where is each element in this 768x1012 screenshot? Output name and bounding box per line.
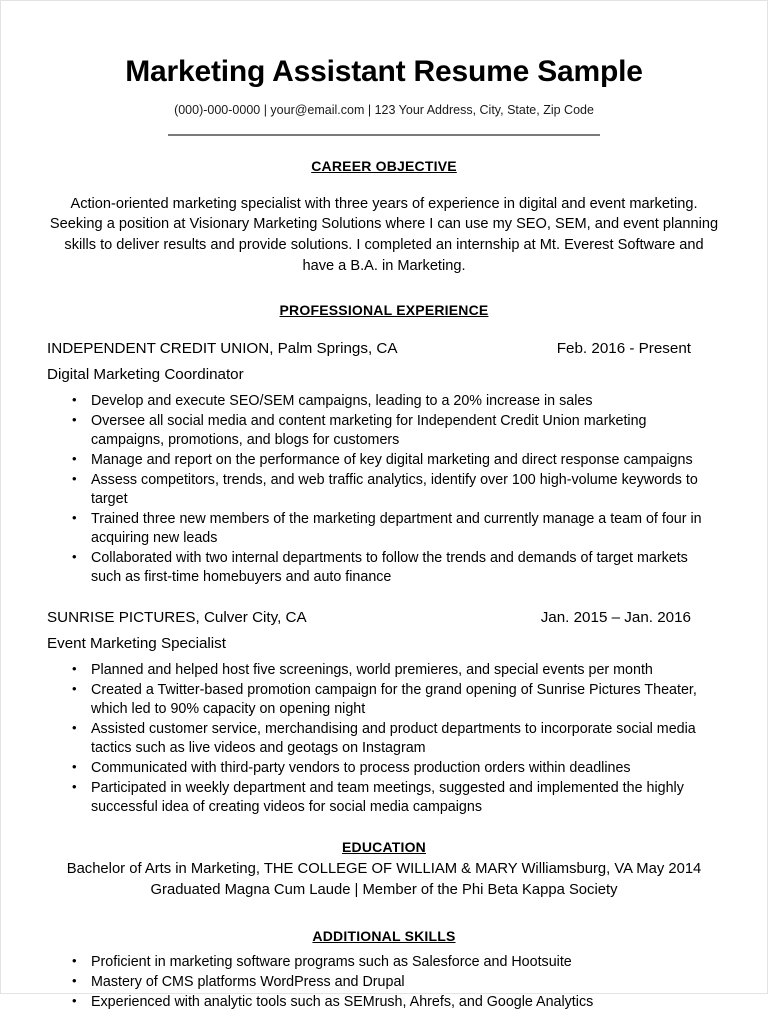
experience-entry [47, 609, 721, 817]
list-item: • Manage and report on the performance of key digital marketing and direct response campaigns [47, 451, 721, 470]
list-item: • Proficient in marketing software programs such as Salesforce and Hootsuite [47, 953, 721, 972]
experience-entry [47, 340, 721, 587]
page-title: Marketing Assistant Resume Sample [125, 55, 643, 88]
list-item: • Planned and helped host five screenings, world premieres, and special events per month [47, 661, 721, 680]
resume-content [1, 1, 767, 1012]
responsibility-list [47, 392, 721, 587]
career-objective-text: Action-oriented marketing specialist with three years of experience in digital and event marketing. Seeking a position at Visionary Marketing Solutions where I can use my SEO, SEM, and event planning skills to deliver results and provide solutions. I completed an internship at Mt. Everest Software and have a B.A. in Marketing. [49, 195, 719, 274]
contact-info: (000)-000-0000 | your@email.com | 123 Your Address, City, State, Zip Code [174, 102, 594, 117]
list-item: • Oversee all social media and content marketing for Independent Credit Union marketing campaigns, promotions, and blogs for customers [47, 412, 721, 450]
employer-name: SUNRISE PICTURES, Culver City, CA [47, 609, 307, 627]
list-item: • Experienced with analytic tools such as SEMrush, Ahrefs, and Google Analytics [47, 993, 721, 1012]
list-item: • Trained three new members of the marketing department and currently manage a team of four in acquiring new leads [47, 510, 721, 548]
responsibility-list [47, 661, 721, 817]
list-item: • Assisted customer service, merchandising and product departments to incorporate social media tactics such as live videos and geotags on Instagram [47, 720, 721, 758]
header-divider [168, 134, 600, 136]
employer-name: INDEPENDENT CREDIT UNION, Palm Springs, CA [47, 340, 398, 358]
section-heading-career-objective: CAREER OBJECTIVE [311, 157, 457, 174]
education-honors-line: Graduated Magna Cum Laude | Member of the Phi Beta Kappa Society [150, 881, 618, 898]
job-title: Digital Marketing Coordinator [47, 366, 244, 384]
employment-dates: Jan. 2015 – Jan. 2016 [540, 609, 691, 627]
section-heading-education: EDUCATION [342, 839, 426, 856]
job-title: Event Marketing Specialist [47, 635, 226, 653]
list-item: • Assess competitors, trends, and web traffic analytics, identify over 100 high-volume keywords to target [47, 471, 721, 509]
list-item: • Mastery of CMS platforms WordPress and Drupal [47, 973, 721, 992]
employment-dates: Feb. 2016 - Present [556, 340, 691, 358]
skills-list [47, 953, 721, 1012]
list-item: • Participated in weekly department and team meetings, suggested and implemented the highly successful idea of creating videos for social media campaigns [47, 779, 721, 817]
experience-entry-header [47, 340, 721, 357]
experience-entry-header [47, 609, 721, 626]
education-degree-line: Bachelor of Arts in Marketing, THE COLLEGE OF WILLIAM & MARY Williamsburg, VA May 2014 [66, 861, 702, 878]
list-item: • Collaborated with two internal departments to follow the trends and demands of target markets such as first-time homebuyers and auto finance [47, 549, 721, 587]
list-item: • Develop and execute SEO/SEM campaigns, leading to a 20% increase in sales [47, 392, 721, 411]
list-item: • Communicated with third-party vendors to process production orders within deadlines [47, 759, 721, 778]
section-heading-professional-experience: PROFESSIONAL EXPERIENCE [279, 302, 489, 319]
section-heading-additional-skills: ADDITIONAL SKILLS [312, 928, 456, 945]
list-item: • Created a Twitter-based promotion campaign for the grand opening of Sunrise Pictures Theater, which led to 90% capacity on opening night [47, 681, 721, 719]
